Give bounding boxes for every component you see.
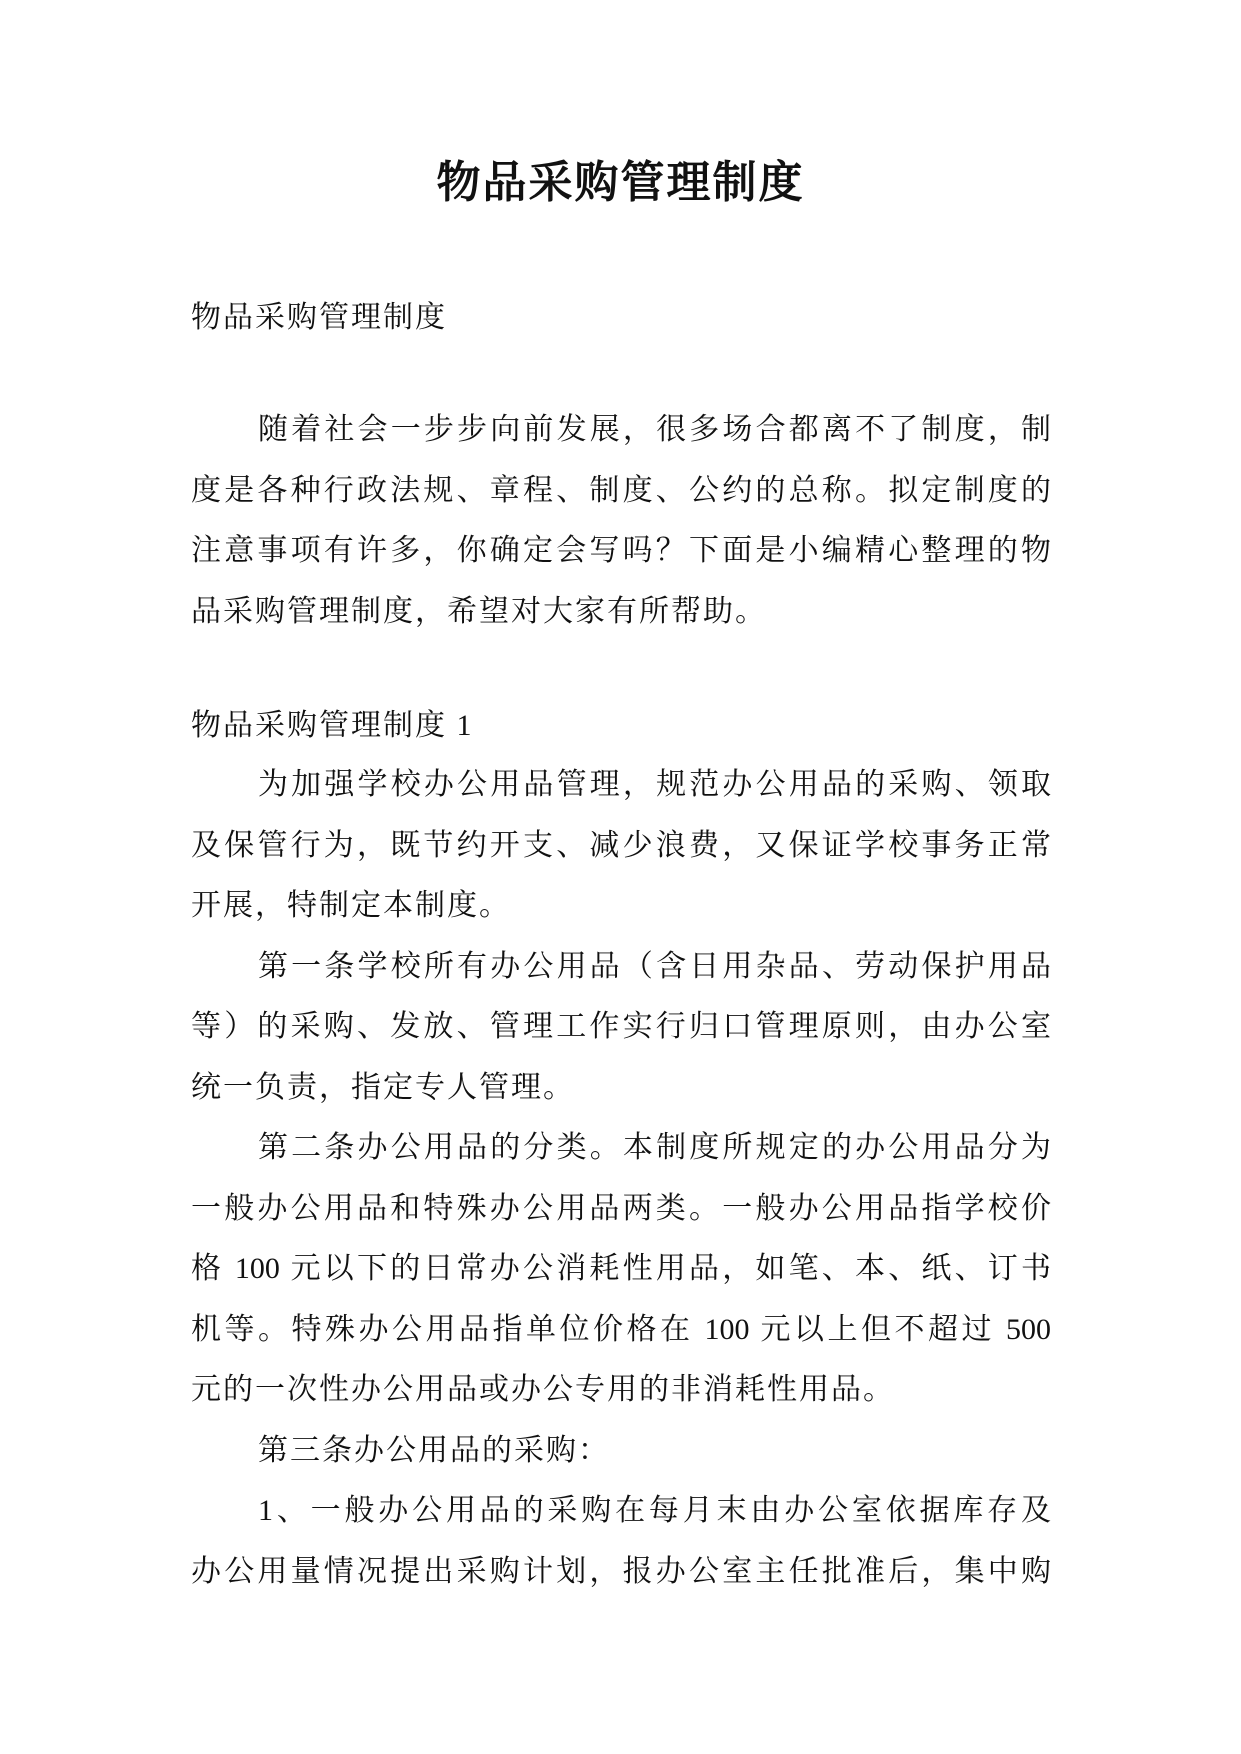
paragraph-line: 随着社会一步步向前发展，很多场合都离不了制度，制 [258,413,1051,446]
paragraph-line: 元的一次性办公用品或办公专用的非消耗性用品。 [191,1373,895,1406]
paragraph-line: 度是各种行政法规、章程、制度、公约的总称。拟定制度的 [191,473,1051,507]
paragraph-line: 统一负责，指定专人管理。 [191,1070,575,1104]
paragraph-line: 及保管行为，既节约开支、减少浪费，又保证学校事务正常 [191,828,1051,862]
document-heading: 物品采购管理制度 [191,301,447,334]
paragraph [191,1118,1051,1421]
paragraph-line: 开展，特制定本制度。 [191,889,511,922]
paragraph [191,755,1051,937]
paragraph-line: 格 100 元以下的日常办公消耗性用品，如笔、本、纸、订书 [191,1252,1051,1285]
section-heading: 物品采购管理制度 1 [191,709,474,742]
paragraph-line: 1、一般办公用品的采购在每月末由办公室依据库存及 [258,1494,1051,1527]
intro-paragraph [191,400,1051,642]
paragraph-line: 品采购管理制度，希望对大家有所帮助。 [191,594,767,628]
paragraph [191,1421,1051,1482]
paragraph-line: 第一条学校所有办公用品（含日用杂品、劳动保护用品 [258,949,1051,983]
paragraph-line: 第二条办公用品的分类。本制度所规定的办公用品分为 [258,1131,1051,1164]
paragraph [191,937,1051,1119]
paragraph-line: 为加强学校办公用品管理，规范办公用品的采购、领取 [258,768,1051,801]
document-heading-block [191,288,1051,349]
paragraph-line: 注意事项有许多，你确定会写吗？下面是小编精心整理的物 [191,534,1051,567]
paragraph-line: 第三条办公用品的采购： [258,1433,610,1467]
paragraph-line: 等）的采购、发放、管理工作实行归口管理原则，由办公室 [191,1010,1051,1043]
paragraph-line: 办公用量情况提出采购计划，报办公室主任批准后，集中购 [191,1554,1051,1588]
paragraph-line: 机等。特殊办公用品指单位价格在 100 元以上但不超过 500 [191,1312,1051,1346]
section-heading-block [191,696,1051,757]
body-text [191,755,1051,1602]
paragraph [191,1481,1051,1602]
paragraph-line: 一般办公用品和特殊办公用品两类。一般办公用品指学校价 [191,1191,1051,1225]
document-title: 物品采购管理制度 [436,158,805,207]
